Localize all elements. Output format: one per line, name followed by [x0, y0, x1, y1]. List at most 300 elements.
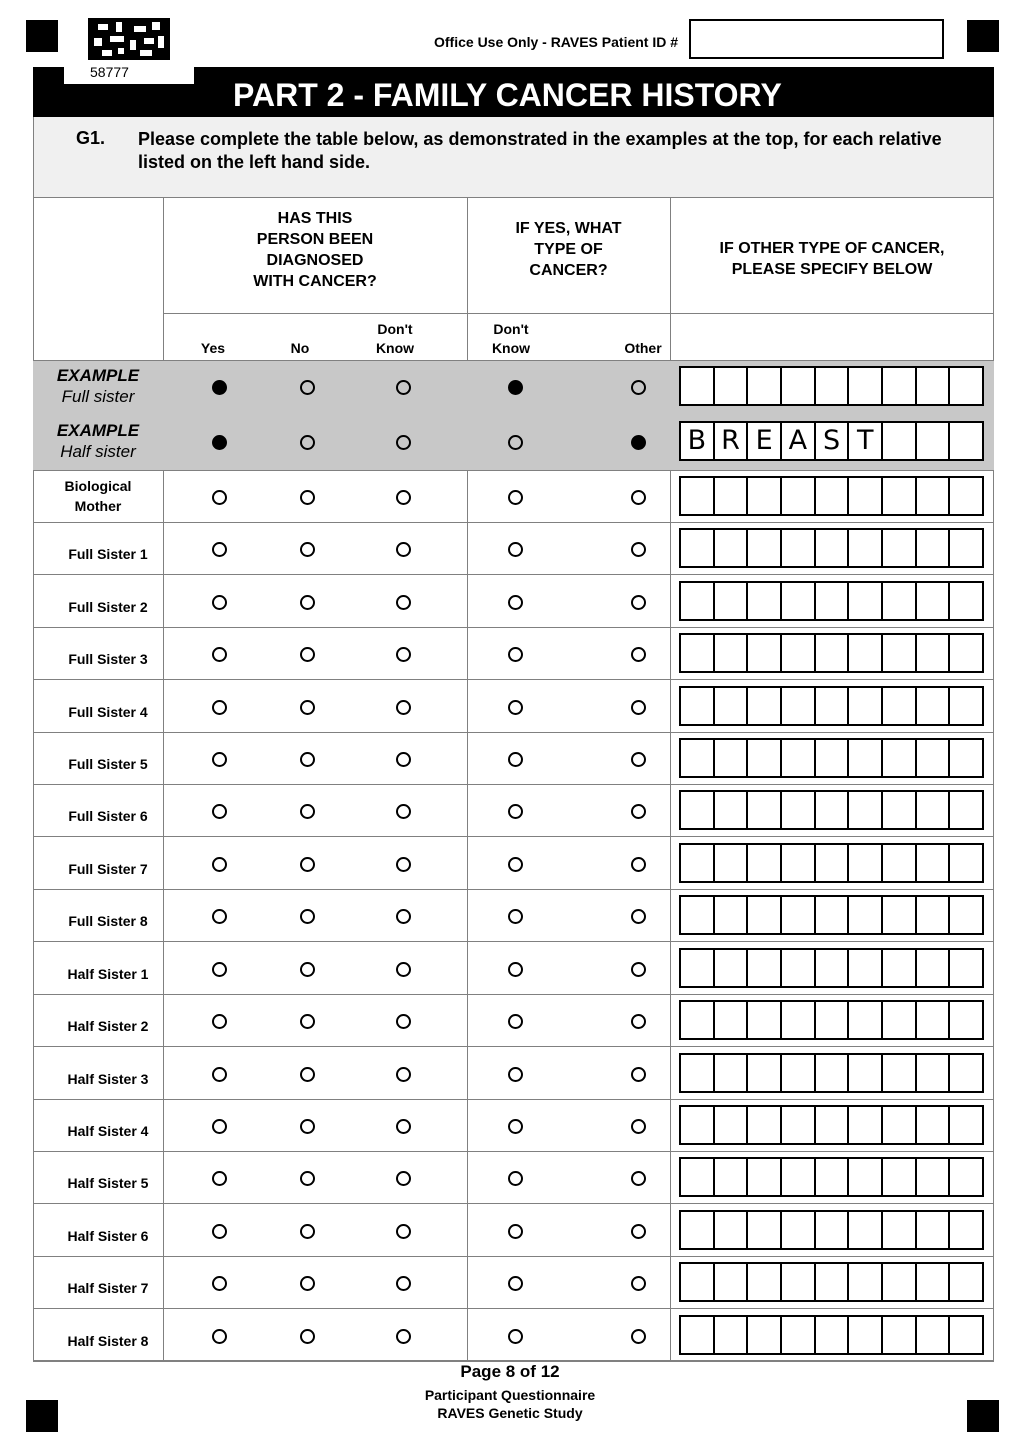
letter-box[interactable]	[950, 478, 982, 514]
radio-dk2[interactable]	[508, 1276, 523, 1291]
specify-cancer-boxes	[679, 366, 984, 406]
radio-dk2[interactable]	[508, 490, 523, 505]
letter-box[interactable]	[782, 583, 816, 619]
letter-box[interactable]	[715, 1002, 749, 1038]
letter-box[interactable]	[748, 1055, 782, 1091]
radio-yes[interactable]	[212, 542, 227, 557]
letter-box[interactable]	[681, 1107, 715, 1143]
letter-box[interactable]	[715, 1159, 749, 1195]
radio-dk1[interactable]	[396, 857, 411, 872]
letter-box[interactable]	[782, 950, 816, 986]
letter-box[interactable]	[816, 950, 850, 986]
radio-dk1[interactable]	[396, 647, 411, 662]
specify-cancer-boxes[interactable]	[679, 581, 984, 621]
letter-box[interactable]	[883, 1317, 917, 1353]
specify-cancer-boxes[interactable]	[679, 1315, 984, 1355]
letter-box[interactable]	[715, 1264, 749, 1300]
radio-dk1[interactable]	[396, 1119, 411, 1134]
radio-other[interactable]	[631, 857, 646, 872]
radio-dk1[interactable]	[396, 1171, 411, 1186]
specify-cancer-boxes[interactable]	[679, 738, 984, 778]
header-divider	[163, 313, 994, 314]
relative-label: Full Sister 5	[68, 756, 148, 772]
radio-yes[interactable]	[212, 1067, 227, 1082]
letter-box[interactable]	[883, 1264, 917, 1300]
radio-dk1	[396, 435, 411, 450]
letter-box[interactable]	[883, 740, 917, 776]
radio-dk2[interactable]	[508, 1067, 523, 1082]
radio-dk2[interactable]	[508, 857, 523, 872]
radio-other[interactable]	[631, 490, 646, 505]
specify-cancer-boxes[interactable]	[679, 1210, 984, 1250]
letter-box[interactable]	[816, 1055, 850, 1091]
radio-yes[interactable]	[212, 595, 227, 610]
letter-box	[782, 368, 816, 404]
subheader-line: Don't	[377, 321, 413, 337]
letter-box[interactable]	[816, 635, 850, 671]
radio-no[interactable]	[300, 1276, 315, 1291]
letter-box[interactable]	[782, 1212, 816, 1248]
letter-box[interactable]	[849, 635, 883, 671]
letter-box[interactable]	[681, 1264, 715, 1300]
letter-box[interactable]	[917, 688, 951, 724]
radio-yes[interactable]	[212, 962, 227, 977]
letter-box[interactable]	[748, 897, 782, 933]
letter-box[interactable]	[816, 1002, 850, 1038]
letter-box[interactable]	[715, 688, 749, 724]
relative-row	[33, 1204, 994, 1256]
letter-box[interactable]	[950, 950, 982, 986]
letter-box[interactable]	[816, 740, 850, 776]
radio-yes[interactable]	[212, 1276, 227, 1291]
letter-box[interactable]	[849, 688, 883, 724]
radio-other[interactable]	[631, 595, 646, 610]
letter-box[interactable]	[782, 530, 816, 566]
radio-other[interactable]	[631, 752, 646, 767]
letter-box[interactable]	[782, 1055, 816, 1091]
relative-label: Half Sister 2	[67, 1018, 149, 1034]
letter-box[interactable]	[681, 635, 715, 671]
letter-box[interactable]	[681, 688, 715, 724]
radio-no[interactable]	[300, 857, 315, 872]
letter-box[interactable]	[715, 1317, 749, 1353]
radio-yes[interactable]	[212, 647, 227, 662]
radio-yes	[212, 380, 227, 395]
subheader-other: Other	[624, 340, 662, 356]
letter-box	[883, 423, 917, 459]
radio-dk2[interactable]	[508, 1119, 523, 1134]
relative-label: Full Sister 7	[68, 861, 148, 877]
letter-box[interactable]	[681, 792, 715, 828]
subheader-line: Know	[491, 340, 531, 356]
radio-dk1[interactable]	[396, 1276, 411, 1291]
header-cancer-type	[467, 218, 670, 281]
letter-box[interactable]	[883, 1002, 917, 1038]
letter-box[interactable]	[816, 792, 850, 828]
letter-box[interactable]	[849, 583, 883, 619]
specify-cancer-boxes[interactable]	[679, 528, 984, 568]
letter-box[interactable]	[917, 740, 951, 776]
subheader-line: Know	[375, 340, 415, 356]
radio-other[interactable]	[631, 962, 646, 977]
radio-dk2[interactable]	[508, 542, 523, 557]
radio-no[interactable]	[300, 1119, 315, 1134]
radio-dk1[interactable]	[396, 909, 411, 924]
letter-box[interactable]	[715, 530, 749, 566]
registration-mark-top-right	[967, 20, 999, 52]
radio-dk2[interactable]	[508, 595, 523, 610]
office-use-label: Office Use Only - RAVES Patient ID #	[434, 34, 679, 50]
radio-yes[interactable]	[212, 1119, 227, 1134]
letter-box[interactable]	[715, 583, 749, 619]
radio-dk2[interactable]	[508, 1014, 523, 1029]
letter-box[interactable]	[681, 530, 715, 566]
letter-box[interactable]	[715, 897, 749, 933]
radio-dk2[interactable]	[508, 752, 523, 767]
radio-no[interactable]	[300, 1067, 315, 1082]
letter-box[interactable]	[849, 950, 883, 986]
letter-box[interactable]	[917, 635, 951, 671]
letter-box[interactable]	[681, 478, 715, 514]
relative-row	[33, 994, 994, 1046]
relative-row	[33, 1099, 994, 1151]
radio-yes[interactable]	[212, 490, 227, 505]
letter-box[interactable]	[681, 583, 715, 619]
letter-box[interactable]	[782, 1264, 816, 1300]
letter-box[interactable]	[849, 1212, 883, 1248]
letter-box[interactable]	[950, 740, 982, 776]
letter-box[interactable]	[849, 1002, 883, 1038]
relative-label: Half Sister 8	[67, 1333, 149, 1349]
radio-no[interactable]	[300, 1171, 315, 1186]
letter-box[interactable]	[681, 740, 715, 776]
letter-box[interactable]	[748, 1264, 782, 1300]
specify-cancer-boxes[interactable]	[679, 1262, 984, 1302]
letter-box[interactable]	[917, 583, 951, 619]
radio-dk2[interactable]	[508, 804, 523, 819]
radio-other[interactable]	[631, 1171, 646, 1186]
letter-box[interactable]	[715, 950, 749, 986]
letter-box[interactable]	[950, 1159, 982, 1195]
letter-box[interactable]	[816, 530, 850, 566]
letter-box[interactable]	[849, 897, 883, 933]
letter-box[interactable]	[883, 530, 917, 566]
radio-no[interactable]	[300, 595, 315, 610]
letter-box[interactable]	[849, 1264, 883, 1300]
letter-box[interactable]	[917, 792, 951, 828]
specify-cancer-boxes[interactable]	[679, 1105, 984, 1145]
radio-yes[interactable]	[212, 1329, 227, 1344]
letter-box[interactable]	[681, 845, 715, 881]
row-divider	[33, 360, 994, 361]
radio-other[interactable]	[631, 542, 646, 557]
letter-box[interactable]	[917, 1002, 951, 1038]
relative-label: Mother	[74, 498, 122, 514]
radio-no[interactable]	[300, 647, 315, 662]
radio-dk2[interactable]	[508, 1224, 523, 1239]
radio-dk1[interactable]	[396, 752, 411, 767]
radio-dk1[interactable]	[396, 1329, 411, 1344]
letter-box[interactable]	[816, 897, 850, 933]
letter-box[interactable]	[849, 792, 883, 828]
radio-dk2[interactable]	[508, 700, 523, 715]
letter-box[interactable]	[782, 740, 816, 776]
letter-box[interactable]	[950, 1212, 982, 1248]
letter-box[interactable]	[681, 897, 715, 933]
relative-label: Full Sister 6	[68, 808, 148, 824]
letter-box[interactable]	[816, 1212, 850, 1248]
radio-yes[interactable]	[212, 752, 227, 767]
letter-box[interactable]	[950, 1264, 982, 1300]
letter-box[interactable]	[849, 740, 883, 776]
letter-box[interactable]	[681, 1002, 715, 1038]
specify-cancer-boxes[interactable]	[679, 895, 984, 935]
radio-dk1[interactable]	[396, 804, 411, 819]
letter-box[interactable]	[748, 845, 782, 881]
radio-dk2[interactable]	[508, 1329, 523, 1344]
letter-box[interactable]	[715, 1055, 749, 1091]
letter-box[interactable]	[849, 1159, 883, 1195]
relative-label: Half Sister 6	[67, 1228, 149, 1244]
header-diagnosed	[163, 208, 467, 292]
letter-box[interactable]	[950, 583, 982, 619]
letter-box[interactable]	[782, 845, 816, 881]
radio-dk2[interactable]	[508, 647, 523, 662]
letter-box[interactable]	[782, 1107, 816, 1143]
letter-box[interactable]	[849, 1055, 883, 1091]
letter-box[interactable]	[883, 478, 917, 514]
radio-dk1[interactable]	[396, 1224, 411, 1239]
letter-box[interactable]	[748, 635, 782, 671]
radio-other[interactable]	[631, 909, 646, 924]
radio-yes[interactable]	[212, 1171, 227, 1186]
letter-box[interactable]	[715, 478, 749, 514]
example-label: EXAMPLE	[56, 421, 140, 440]
specify-cancer-boxes[interactable]	[679, 843, 984, 883]
radio-dk2[interactable]	[508, 1171, 523, 1186]
letter-box[interactable]	[816, 688, 850, 724]
specify-cancer-boxes[interactable]	[679, 1000, 984, 1040]
question-block	[33, 117, 994, 197]
radio-other[interactable]	[631, 1067, 646, 1082]
radio-other[interactable]	[631, 1224, 646, 1239]
letter-box[interactable]	[782, 792, 816, 828]
letter-box[interactable]	[715, 635, 749, 671]
letter-box[interactable]	[883, 583, 917, 619]
relative-row	[33, 1309, 994, 1361]
letter-box[interactable]	[950, 792, 982, 828]
radio-dk2[interactable]	[508, 909, 523, 924]
letter-box[interactable]	[883, 1212, 917, 1248]
letter-box	[681, 368, 715, 404]
letter-box[interactable]	[883, 845, 917, 881]
radio-no[interactable]	[300, 962, 315, 977]
radio-no[interactable]	[300, 804, 315, 819]
letter-box[interactable]	[917, 1159, 951, 1195]
letter-box[interactable]	[681, 1055, 715, 1091]
letter-box[interactable]	[748, 688, 782, 724]
radio-dk2[interactable]	[508, 962, 523, 977]
letter-box[interactable]	[782, 1159, 816, 1195]
letter-box[interactable]	[917, 897, 951, 933]
radio-yes[interactable]	[212, 857, 227, 872]
radio-other[interactable]	[631, 1119, 646, 1134]
letter-box[interactable]	[917, 950, 951, 986]
letter-box[interactable]	[917, 1055, 951, 1091]
radio-other[interactable]	[631, 804, 646, 819]
letter-box[interactable]	[748, 478, 782, 514]
letter-box[interactable]	[782, 897, 816, 933]
letter-box[interactable]	[950, 530, 982, 566]
radio-no[interactable]	[300, 542, 315, 557]
radio-no[interactable]	[300, 909, 315, 924]
radio-no[interactable]	[300, 1329, 315, 1344]
letter-box[interactable]	[748, 1317, 782, 1353]
letter-box[interactable]	[782, 635, 816, 671]
letter-box[interactable]	[782, 1002, 816, 1038]
letter-box[interactable]	[715, 1212, 749, 1248]
letter-box[interactable]	[681, 1212, 715, 1248]
letter-box[interactable]	[917, 1317, 951, 1353]
radio-dk1[interactable]	[396, 1014, 411, 1029]
letter-box[interactable]	[883, 897, 917, 933]
radio-yes[interactable]	[212, 804, 227, 819]
letter-box[interactable]	[681, 1159, 715, 1195]
letter-box[interactable]	[782, 1317, 816, 1353]
letter-box[interactable]	[849, 1107, 883, 1143]
letter-box	[816, 368, 850, 404]
relative-label: Biological	[64, 478, 132, 494]
radio-yes[interactable]	[212, 909, 227, 924]
letter-box[interactable]	[849, 478, 883, 514]
letter-box[interactable]	[883, 950, 917, 986]
letter-box[interactable]	[950, 1002, 982, 1038]
letter-box[interactable]	[748, 792, 782, 828]
radio-no[interactable]	[300, 490, 315, 505]
radio-other[interactable]	[631, 1014, 646, 1029]
letter-box[interactable]	[748, 1159, 782, 1195]
radio-dk1[interactable]	[396, 542, 411, 557]
specify-cancer-boxes[interactable]	[679, 476, 984, 516]
letter-box[interactable]	[748, 1002, 782, 1038]
letter-box[interactable]	[715, 1107, 749, 1143]
letter-box[interactable]	[782, 688, 816, 724]
radio-dk2	[508, 435, 523, 450]
radio-no[interactable]	[300, 1014, 315, 1029]
relative-row	[33, 680, 994, 732]
letter-box[interactable]	[681, 1317, 715, 1353]
subheader-yes: Yes	[200, 340, 226, 356]
letter-box[interactable]	[950, 1317, 982, 1353]
letter-box[interactable]	[883, 1055, 917, 1091]
radio-no[interactable]	[300, 700, 315, 715]
letter-box[interactable]	[816, 1107, 850, 1143]
letter-box[interactable]	[883, 1107, 917, 1143]
letter-box[interactable]	[917, 1264, 951, 1300]
radio-other[interactable]	[631, 700, 646, 715]
letter-box[interactable]	[816, 478, 850, 514]
letter-box[interactable]	[816, 583, 850, 619]
letter-box[interactable]	[715, 792, 749, 828]
letter-box[interactable]	[883, 792, 917, 828]
letter-box[interactable]	[917, 478, 951, 514]
letter-box[interactable]	[950, 1107, 982, 1143]
letter-box[interactable]	[748, 1212, 782, 1248]
relative-label: Half Sister 3	[67, 1071, 149, 1087]
radio-yes[interactable]	[212, 700, 227, 715]
specify-cancer-boxes[interactable]	[679, 1053, 984, 1093]
radio-dk1[interactable]	[396, 595, 411, 610]
letter-box[interactable]	[816, 1159, 850, 1195]
radio-other[interactable]	[631, 1329, 646, 1344]
letter-box[interactable]	[950, 897, 982, 933]
radio-dk1[interactable]	[396, 1067, 411, 1082]
letter-box[interactable]	[748, 740, 782, 776]
letter-box[interactable]	[950, 1055, 982, 1091]
letter-box[interactable]	[883, 1159, 917, 1195]
letter-box[interactable]	[748, 583, 782, 619]
letter-box[interactable]	[950, 845, 982, 881]
relative-row	[33, 889, 994, 941]
letter-box[interactable]	[917, 1212, 951, 1248]
letter-box[interactable]	[748, 950, 782, 986]
letter-box[interactable]	[883, 688, 917, 724]
letter-box[interactable]	[849, 845, 883, 881]
radio-no[interactable]	[300, 1224, 315, 1239]
radio-yes[interactable]	[212, 1014, 227, 1029]
letter-box[interactable]	[917, 845, 951, 881]
radio-dk2	[508, 380, 523, 395]
specify-cancer-boxes[interactable]	[679, 1157, 984, 1197]
letter-box[interactable]	[816, 1264, 850, 1300]
relative-row	[33, 942, 994, 994]
radio-dk1[interactable]	[396, 962, 411, 977]
specify-cancer-boxes[interactable]	[679, 686, 984, 726]
specify-cancer-boxes[interactable]	[679, 948, 984, 988]
radio-yes[interactable]	[212, 1224, 227, 1239]
radio-dk1[interactable]	[396, 700, 411, 715]
example-relative: Full sister	[61, 387, 135, 406]
specify-cancer-boxes[interactable]	[679, 633, 984, 673]
letter-box[interactable]	[883, 635, 917, 671]
letter-box[interactable]	[715, 740, 749, 776]
subheader-line: Don't	[493, 321, 529, 337]
letter-box[interactable]	[917, 530, 951, 566]
radio-other[interactable]	[631, 1276, 646, 1291]
relative-label: Half Sister 7	[67, 1280, 149, 1296]
letter-box[interactable]	[950, 635, 982, 671]
letter-box[interactable]	[748, 530, 782, 566]
letter-box[interactable]	[748, 1107, 782, 1143]
patient-id-input[interactable]	[689, 19, 944, 59]
letter-box[interactable]	[782, 478, 816, 514]
radio-other	[631, 435, 646, 450]
letter-box[interactable]	[849, 1317, 883, 1353]
radio-other[interactable]	[631, 647, 646, 662]
letter-box[interactable]	[816, 845, 850, 881]
subheader-type-dont-know	[476, 320, 546, 358]
radio-dk1[interactable]	[396, 490, 411, 505]
specify-cancer-boxes[interactable]	[679, 790, 984, 830]
letter-box[interactable]	[950, 688, 982, 724]
letter-box[interactable]	[681, 950, 715, 986]
radio-no[interactable]	[300, 752, 315, 767]
letter-box[interactable]	[849, 530, 883, 566]
radio-no	[300, 380, 315, 395]
letter-box[interactable]	[917, 1107, 951, 1143]
letter-box[interactable]	[816, 1317, 850, 1353]
letter-box[interactable]	[715, 845, 749, 881]
